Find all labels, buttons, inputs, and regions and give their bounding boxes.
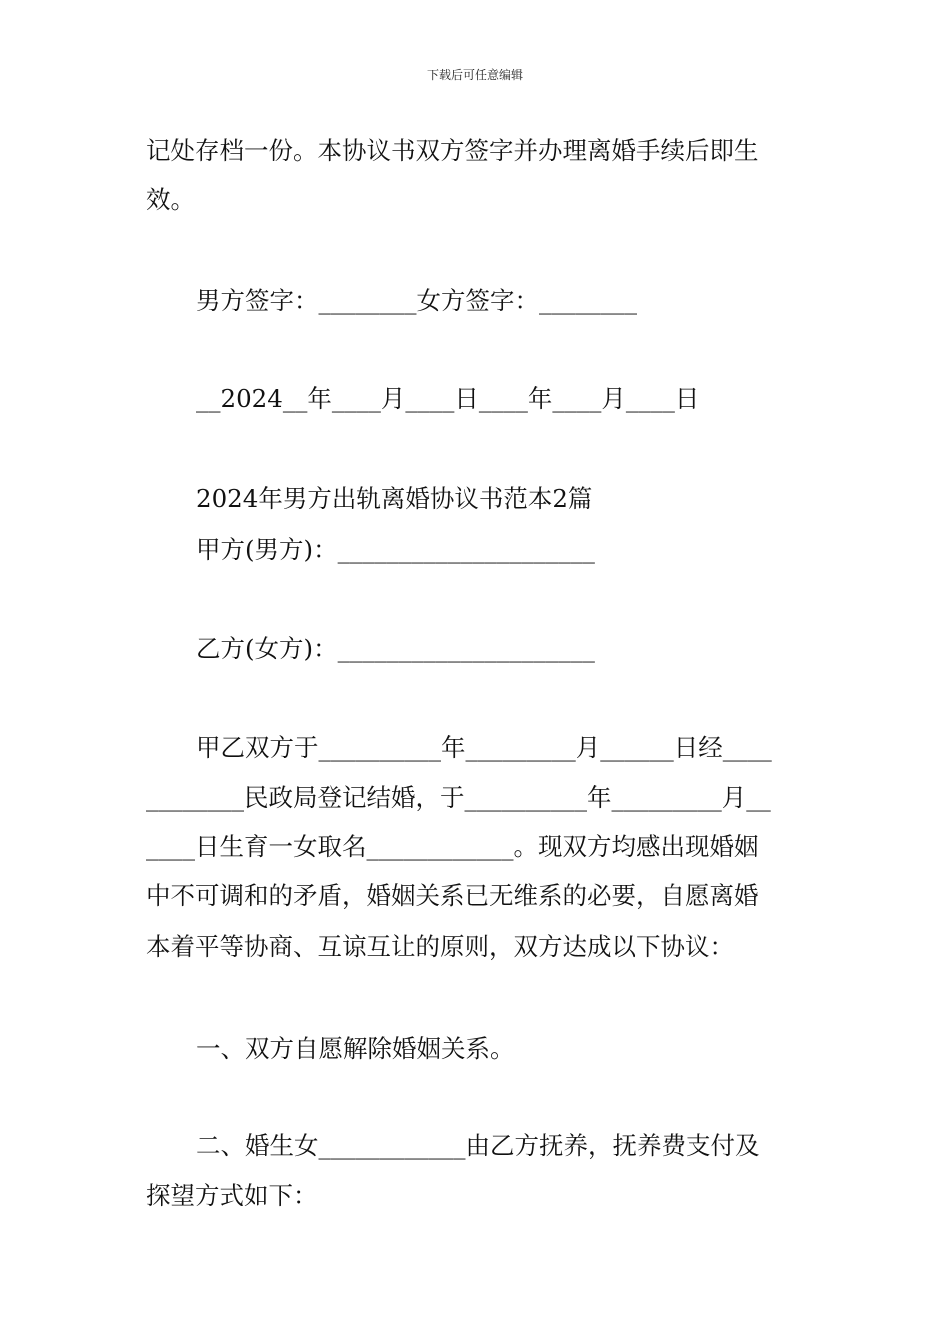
date-line: __2024__年____月____日____年____月____日 (196, 384, 700, 413)
party-b-line: 乙方(女方)：_____________________ (196, 634, 595, 663)
document-title: 2024年男方出轨离婚协议书范本2篇 (196, 484, 593, 513)
paragraph-line: 甲乙双方于__________年_________月______日经____ (196, 733, 772, 762)
paragraph-line: ________民政局登记结婚，于__________年_________月__ (146, 783, 771, 812)
page-header: 下载后可任意编辑 (426, 68, 523, 82)
paragraph-line: 记处存档一份。本协议书双方签字并办理离婚手续后即生 (146, 136, 759, 165)
paragraph-line: 效。 (146, 185, 195, 214)
clause-1: 一、双方自愿解除婚姻关系。 (196, 1034, 515, 1063)
paragraph-line: 本着平等协商、互谅互让的原则，双方达成以下协议： (146, 932, 734, 961)
paragraph-line: 探望方式如下： (146, 1181, 318, 1210)
party-a-line: 甲方(男方)：_____________________ (196, 535, 595, 564)
signature-line: 男方签字：________女方签字：________ (196, 286, 637, 315)
clause-2: 二、婚生女____________由乙方抚养，抚养费支付及 (196, 1131, 760, 1160)
paragraph-line: ____日生育一女取名____________。现双方均感出现婚姻 (146, 832, 759, 861)
paragraph-line: 中不可调和的矛盾，婚姻关系已无维系的必要，自愿离婚 (146, 881, 759, 910)
